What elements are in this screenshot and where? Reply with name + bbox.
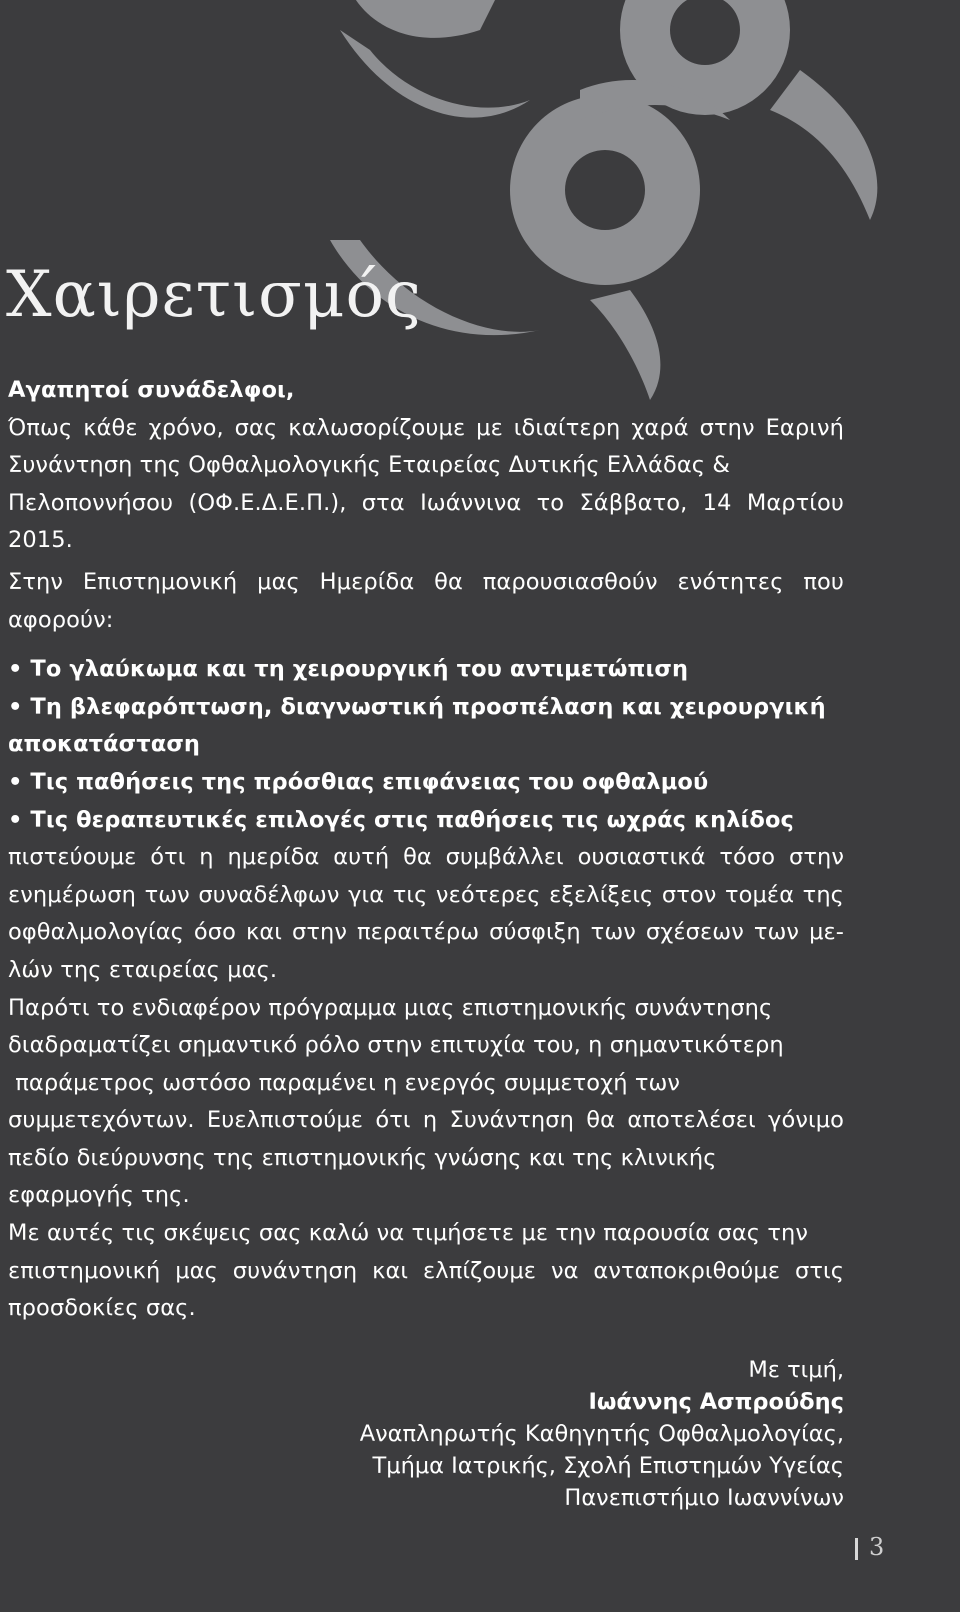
paragraph-line: ενημέρωση των συναδέλφων για τις νεότερες εξελίξεις στον τομέα της xyxy=(8,881,844,908)
topic-bullet: • Τη βλεφαρόπτωση, διαγνωστική προσπέλαση και χειρουργική xyxy=(8,693,826,720)
intro-line: 2015. xyxy=(8,527,73,554)
intro-line: Συνάντηση της Οφθαλμολογικής Εταιρείας Δυτικής Ελλάδας & xyxy=(8,452,730,479)
intro-line: Πελοποννήσου (ΟΦ.Ε.Δ.Ε.Π.), στα Ιωάννινα το Σάββατο, 14 Μαρτίου xyxy=(8,489,844,516)
greeting: Αγαπητοί συνάδελφοι, xyxy=(8,377,295,403)
page-number: 3 xyxy=(869,1533,885,1561)
signature-title: Αναπληρωτής Καθηγητής Οφθαλμολογίας, xyxy=(359,1421,844,1447)
paragraph-line: Με αυτές τις σκέψεις σας καλώ να τιμήσετε με την παρουσία σας την xyxy=(8,1220,809,1247)
paragraph-line: λών της εταιρείας μας. xyxy=(8,956,278,983)
signature-university: Πανεπιστήμιο Ιωαννίνων xyxy=(564,1485,844,1511)
signature-name: Ιωάννης Ασπρούδης xyxy=(588,1389,844,1415)
paragraph-line: συμμετεχόντων. Ευελπιστούμε ότι η Συνάντηση θα αποτελέσει γόνιμο xyxy=(8,1107,844,1134)
page-title: Χαιρετισμός xyxy=(6,258,422,332)
paragraph-line: επιστημονική μας συνάντηση και ελπίζουμε να ανταποκριθούμε στις xyxy=(8,1257,844,1284)
paragraph-line: προσδοκίες σας. xyxy=(8,1295,196,1322)
intro-line: Όπως κάθε χρόνο, σας καλωσορίζουμε με ιδιαίτερη χαρά στην Εαρινή xyxy=(8,414,844,441)
topics-intro-line: Στην Επιστημονική μας Ημερίδα θα παρουσιασθούν ενότητες που xyxy=(8,568,844,595)
topic-bullet: • Τις θεραπευτικές επιλογές στις παθήσεις τις ωχράς κηλίδος xyxy=(8,806,794,833)
paragraph-line: οφθαλμολογίας όσο και στην περαιτέρω σύσφιξη των σχέσεων των με- xyxy=(8,919,844,946)
paragraph-line: εφαρμογής της. xyxy=(8,1182,190,1209)
topics-intro-line: αφορούν: xyxy=(8,606,114,633)
paragraph-line: παράμετρος ωστόσο παραμένει η ενεργός συμμετοχή των xyxy=(8,1069,681,1096)
paragraph-line: διαδραματίζει σημαντικό ρόλο στην επιτυχία του, η σημαντικότερη xyxy=(8,1032,784,1059)
society-logo xyxy=(330,0,900,410)
signature-department: Τμήμα Ιατρικής, Σχολή Επιστημών Υγείας xyxy=(372,1453,844,1479)
paragraph-line: πιστεύουμε ότι η ημερίδα αυτή θα συμβάλλει ουσιαστικά τόσο στην xyxy=(8,844,844,871)
topic-bullet: αποκατάσταση xyxy=(8,731,201,758)
letter-body xyxy=(8,372,844,1328)
topic-bullet: • Τις παθήσεις της πρόσθιας επιφάνειας του οφθαλμού xyxy=(8,768,709,795)
paragraph-line: πεδίο διεύρυνσης της επιστημονικής γνώσης και της κλινικής xyxy=(8,1144,717,1171)
topic-bullet: • Το γλαύκωμα και τη χειρουργική του αντιμετώπιση xyxy=(8,656,689,683)
signature-closing: Με τιμή, xyxy=(748,1357,844,1383)
signature-block xyxy=(360,1354,844,1514)
page-number-divider xyxy=(855,1538,858,1560)
paragraph-line: Παρότι το ενδιαφέρον πρόγραμμα μιας επιστημονικής συνάντησης xyxy=(8,994,773,1021)
